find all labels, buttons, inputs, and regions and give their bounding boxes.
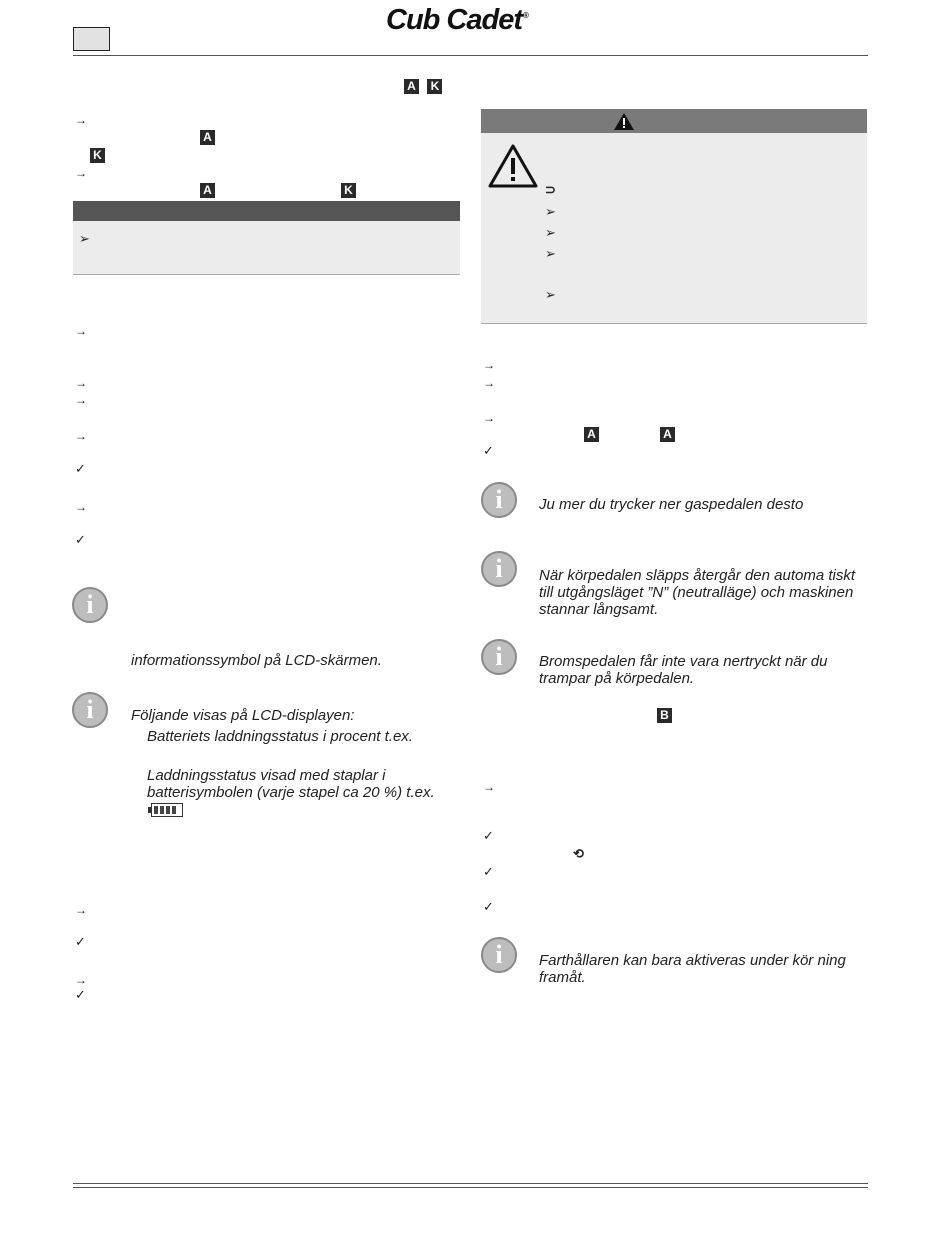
info-text-cruise: Farthållaren kan bara aktiveras under kör ning framåt.: [539, 952, 846, 986]
info-text-gas-pedal: Ju mer du trycker ner gaspedalen desto: [539, 496, 804, 513]
bullet-icon: ➢: [545, 246, 556, 261]
info-icon: i: [481, 937, 517, 973]
warning-large-icon: [487, 143, 539, 189]
tag-b: B: [657, 708, 672, 723]
step-arrow-icon: →: [75, 903, 87, 917]
result-check-icon: ✓: [483, 864, 494, 879]
info-icon: i: [481, 551, 517, 587]
step-arrow-icon: →: [483, 358, 495, 372]
step-arrow-icon: →: [75, 500, 87, 514]
info-icon: i: [72, 587, 108, 623]
result-check-icon: ✓: [483, 828, 494, 843]
info-text-battery-bars: Laddningsstatus visad med staplar i batterisymbolen (varje stapel ca 20 %) t.ex.: [147, 767, 447, 818]
tag-a: A: [200, 183, 215, 198]
tag-k: K: [427, 79, 442, 94]
result-check-icon: ✓: [75, 987, 86, 1002]
step-arrow-icon: →: [75, 166, 87, 180]
cruise-icon: ⟲: [573, 846, 584, 861]
info-text-drive-pedal: När körpedalen släpps återgår den automa tiskt till utgångsläget ”N” (neutralläge) och maskinen stannar långsamt.: [539, 567, 856, 618]
info-icon: i: [481, 639, 517, 675]
info-text-lcd-intro: Följande visas på LCD-displayen:: [131, 707, 355, 724]
bullet-icon: ➢: [545, 204, 556, 219]
header-rule: [73, 55, 868, 56]
bullet-icon: ➢: [79, 231, 90, 246]
step-arrow-icon: →: [483, 376, 495, 390]
tag-a: A: [660, 427, 675, 442]
result-check-icon: ✓: [483, 899, 494, 914]
warning-header-bar: [481, 109, 867, 133]
footer-rule: [73, 1183, 868, 1184]
language-box: [73, 27, 110, 51]
step-arrow-icon: →: [75, 113, 87, 127]
info-icon: i: [72, 692, 108, 728]
step-arrow-icon: →: [75, 393, 87, 407]
info-text-brake-pedal: Bromspedalen får inte vara nertryckt när du trampar på körpedalen.: [539, 653, 828, 687]
step-arrow-icon: →: [75, 973, 87, 987]
note-header-bar: [73, 201, 460, 221]
footer-rule: [73, 1187, 868, 1188]
step-arrow-icon: →: [75, 324, 87, 338]
bullet-icon: ➢: [545, 225, 556, 240]
step-arrow-icon: →: [483, 411, 495, 425]
note-box: [73, 221, 460, 275]
info-text-battery-percent: Batteriets laddningsstatus i procent t.ex.: [147, 728, 413, 745]
brand-logo: Cub Cadet®: [386, 4, 528, 36]
info-icon: i: [481, 482, 517, 518]
result-check-icon: ✓: [75, 934, 86, 949]
result-check-icon: ✓: [75, 461, 86, 476]
result-check-icon: ✓: [483, 443, 494, 458]
tag-k: K: [90, 148, 105, 163]
result-check-icon: ✓: [75, 532, 86, 547]
power-icon: ⊃: [545, 182, 556, 197]
warning-box: [481, 133, 867, 324]
tag-a: A: [404, 79, 419, 94]
battery-icon: [151, 803, 183, 817]
step-arrow-icon: →: [75, 429, 87, 443]
bullet-icon: ➢: [545, 287, 556, 302]
tag-a: A: [200, 130, 215, 145]
section-tags: [404, 77, 442, 95]
tag-a: A: [584, 427, 599, 442]
step-arrow-icon: →: [483, 780, 495, 794]
warning-small-icon: [613, 112, 635, 131]
step-arrow-icon: →: [75, 376, 87, 390]
info-text-lcd-symbol: informationssymbol på LCD-skärmen.: [131, 652, 382, 669]
tag-k: K: [341, 183, 356, 198]
